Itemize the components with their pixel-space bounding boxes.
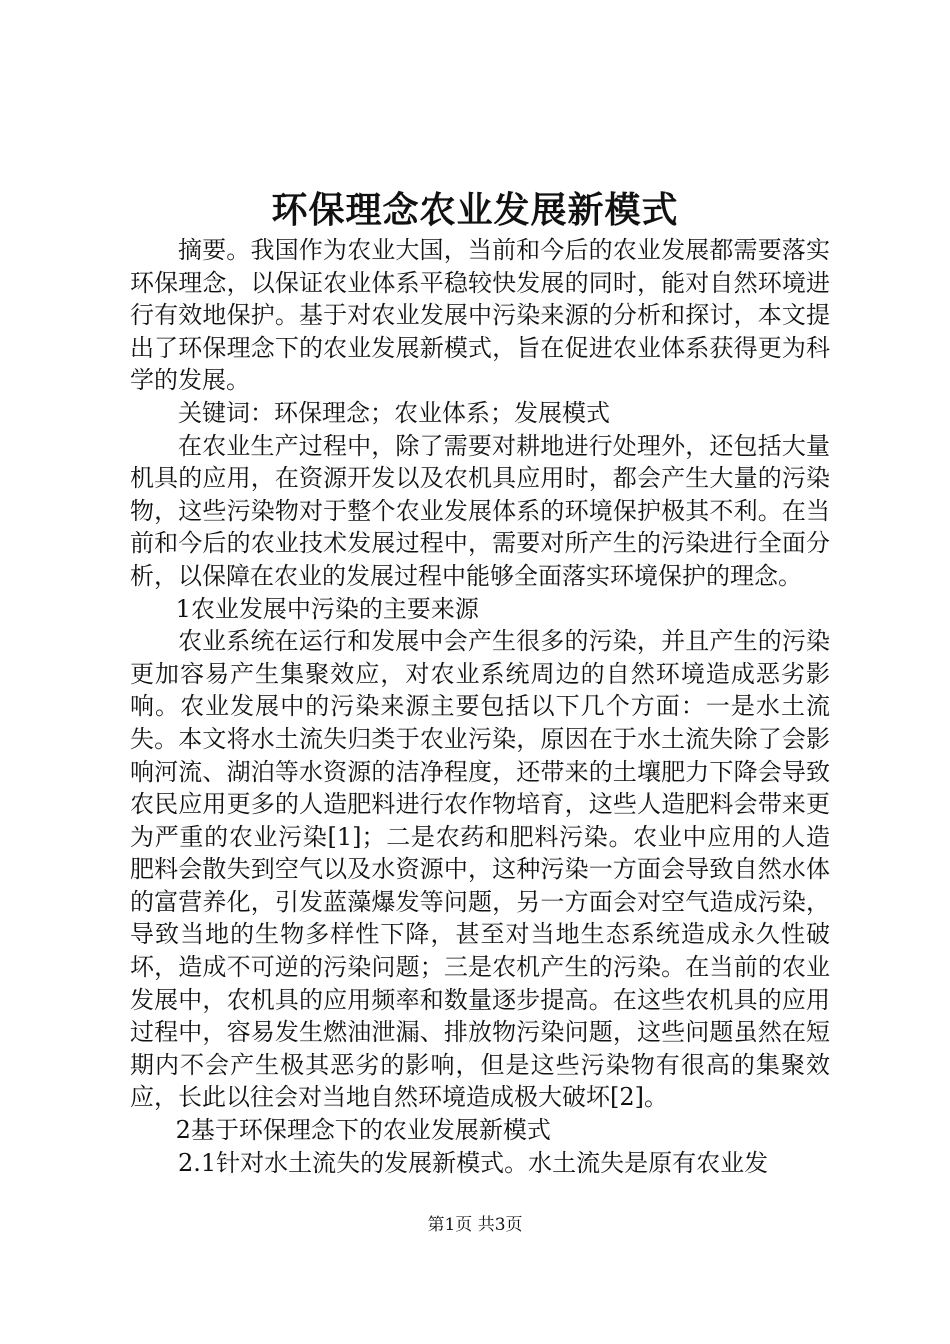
page-footer: 第1页 共3页 (427, 1215, 523, 1235)
abstract-paragraph: 摘要。我国作为农业大国，当前和今后的农业发展都需要落实环保理念，以保证农业体系平稳较快发展的同时，能对自然环境进行有效地保护。基于对农业发展中污染来源的分析和探讨，本文提出了环保理念下的农业发展新模式，旨在促进农业体系获得更为科学的发展。 (130, 236, 830, 395)
document-body (130, 234, 830, 1179)
intro-paragraph: 在农业生产过程中，除了需要对耕地进行处理外，还包括大量机具的应用，在资源开发以及农机具应用时，都会产生大量的污染物，这些污染物对于整个农业发展体系的环境保护极其不利。在当前和今后的农业技术发展过程中，需要对所产生的污染进行全面分析，以保障在农业的发展过程中能够全面落实环境保护的理念。 (130, 431, 830, 590)
document-title: 环保理念农业发展新模式 (271, 189, 679, 231)
section-2-1-paragraph: 2.1针对水土流失的发展新模式。水土流失是原有农业发 (178, 1148, 769, 1177)
section-heading-1: 1农业发展中污染的主要来源 (175, 594, 479, 623)
section-1-paragraph: 农业系统在运行和发展中会产生很多的污染，并且产生的污染更加容易产生集聚效应，对农业系统周边的自然环境造成恶劣影响。农业发展中的污染来源主要包括以下几个方面：一是水土流失。本文将水土流失归类于农业污染，原因在于水土流失除了会影响河流、湖泊等水资源的洁净程度，还带来的土壤肥力下降会导致农民应用更多的人造肥料进行农作物培育，这些人造肥料会带来更为严重的农业污染[1]；二是农药和肥料污染。农业中应用的人造肥料会散失到空气以及水资源中，这种污染一方面会导致自然水体的富营养化，引发蓝藻爆发等问题，另一方面会对空气造成污染，导致当地的生物多样性下降，甚至对当地生态系统造成永久性破坏，造成不可逆的污染问题；三是农机产生的污染。在当前的农业发展中，农机具的应用频率和数量逐步提高。在这些农机具的应用过程中，容易发生燃油泄漏、排放物污染问题，这些问题虽然在短期内不会产生极其恶劣的影响，但是这些污染物有很高的集聚效应，长此以往会对当地自然环境造成极大破坏[2]。 (130, 627, 830, 1112)
keywords-paragraph: 关键词：环保理念；农业体系；发展模式 (178, 398, 610, 427)
section-heading-2: 2基于环保理念下的农业发展新模式 (175, 1116, 551, 1145)
